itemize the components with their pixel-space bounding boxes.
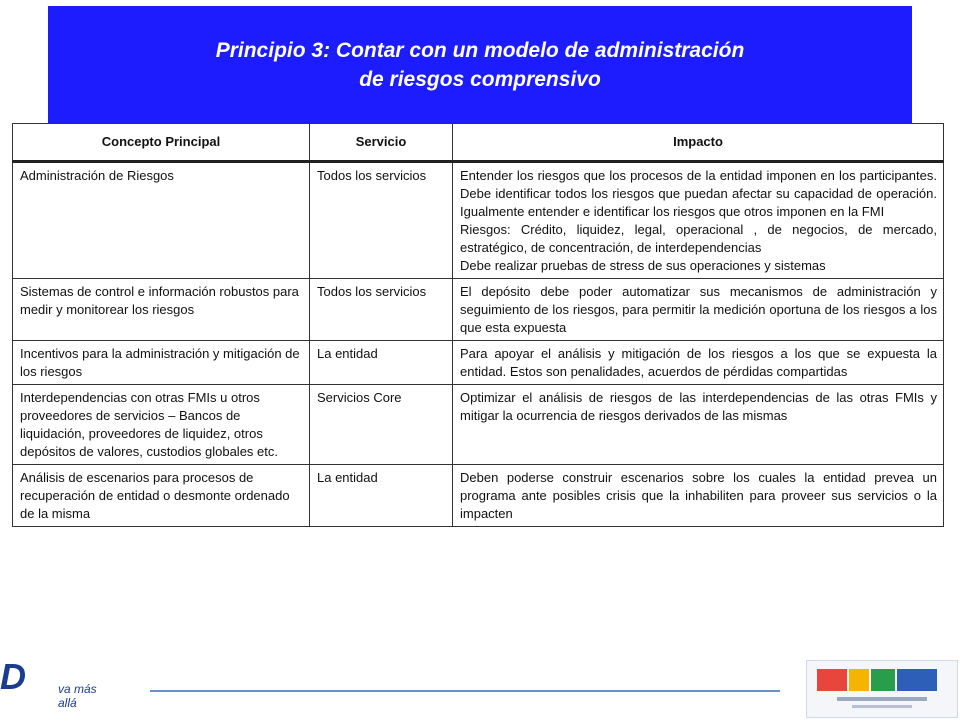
concept-cell: Incentivos para la administración y mitigación de los riesgos	[13, 341, 310, 385]
impact-text: Debe realizar pruebas de stress de sus operaciones y sistemas	[460, 258, 826, 273]
impact-text: Deben poderse construir escenarios sobre los cuales la entidad prevea un programa ante posibles crisis que la inhabiliten para proveer sus servicios o la impacten	[460, 470, 937, 521]
impact-text: Para apoyar el análisis y mitigación de los riesgos a los que se expuesta la entidad. Estos son penalidades, acuerdos de pérdidas compartidas	[460, 346, 937, 379]
service-cell: La entidad	[310, 465, 453, 527]
header-concepto: Concepto Principal	[13, 124, 310, 162]
event-logo	[806, 660, 958, 718]
header-servicio: Servicio	[310, 124, 453, 162]
impact-cell	[453, 162, 944, 279]
impact-text: Optimizar el análisis de riesgos de las interdependencias de las otras FMIs y mitigar la ocurrencia de riesgos derivados de las mismas	[460, 390, 937, 423]
impact-cell	[453, 465, 944, 527]
table-header-row	[13, 124, 944, 162]
logo-tagline: va más allá	[58, 682, 97, 710]
slide-title-line-1: Principio 3: Contar con un modelo de administración	[215, 39, 745, 62]
table-row	[13, 385, 944, 465]
event-logo-icon	[807, 661, 957, 717]
service-cell: Servicios Core	[310, 385, 453, 465]
slide-title	[48, 36, 912, 94]
impact-text: Entender los riesgos que los procesos de la entidad imponen en los participantes. Debe identificar todos los riesgos que puedan afectar su capacidad de operación. Igualmente entender e identificar los riesgos que otros imponen en la FMI	[460, 168, 937, 219]
impact-text: Riesgos: Crédito, liquidez, legal, operacional , de negocios, de mercado, estratégico, de concentración, de interdependencias	[460, 222, 937, 255]
table-row	[13, 279, 944, 341]
impact-cell	[453, 279, 944, 341]
table-row	[13, 465, 944, 527]
impact-cell	[453, 385, 944, 465]
concept-cell: Administración de Riesgos	[13, 162, 310, 279]
service-cell: Todos los servicios	[310, 279, 453, 341]
concept-cell: Interdependencias con otras FMIs u otros proveedores de servicios – Bancos de liquidación, proveedores de liquidez, otros depósitos de valores, custodios globales etc.	[13, 385, 310, 465]
table-row	[13, 162, 944, 279]
impact-cell	[453, 341, 944, 385]
table-row	[13, 341, 944, 385]
slide-title-line-2: de riesgos comprensivo	[359, 68, 601, 91]
concept-cell: Sistemas de control e información robustos para medir y monitorear los riesgos	[13, 279, 310, 341]
deceval-logo	[0, 650, 110, 710]
footer-divider	[150, 690, 780, 692]
header-impacto: Impacto	[453, 124, 944, 162]
service-cell: Todos los servicios	[310, 162, 453, 279]
service-cell: La entidad	[310, 341, 453, 385]
impact-text: El depósito debe poder automatizar sus mecanismos de administración y seguimiento de los riesgos, para permitir la medición oportuna de los riesgos a los que esta expuesta	[460, 284, 937, 335]
risk-principles-table	[12, 123, 944, 527]
concept-cell: Análisis de escenarios para procesos de recuperación de entidad o desmonte ordenado de la misma	[13, 465, 310, 527]
logo-letter: D	[0, 656, 26, 697]
